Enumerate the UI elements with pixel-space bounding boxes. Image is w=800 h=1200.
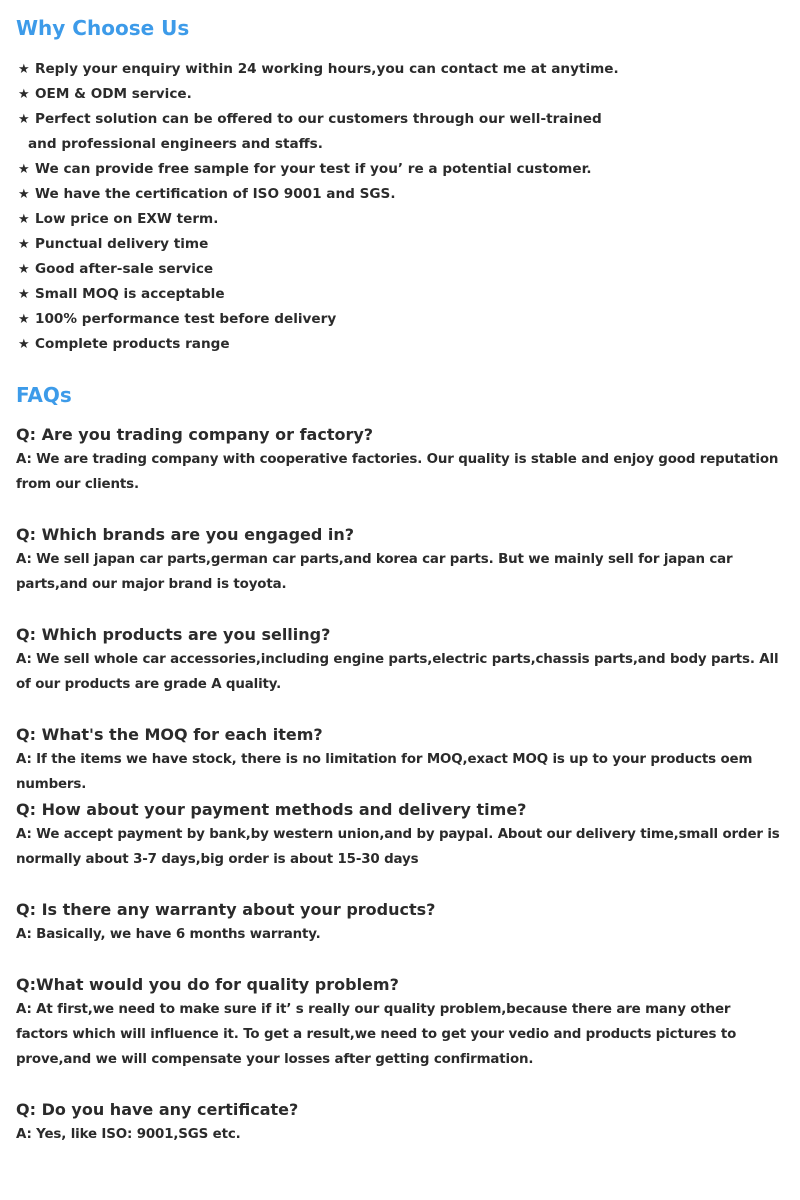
list-item-text: Good after-sale service	[35, 261, 214, 277]
faq-question: Q: Which brands are you engaged in?	[16, 525, 355, 544]
list-item	[18, 82, 788, 107]
list-item-continuation	[18, 132, 788, 157]
list-item-text: We have the certification of ISO 9001 and SGS.	[35, 186, 396, 202]
list-item-text: Punctual delivery time	[35, 236, 209, 252]
list-item	[18, 182, 788, 207]
star-icon: ★	[18, 187, 30, 202]
star-icon: ★	[18, 87, 30, 102]
list-item	[18, 207, 788, 232]
faq-question: Q: What's the MOQ for each item?	[16, 725, 323, 744]
star-icon: ★	[18, 337, 30, 352]
list-item	[18, 257, 788, 282]
list-item-text: Perfect solution can be offered to our customers through our well-trained	[35, 111, 602, 127]
list-item-text: Reply your enquiry within 24 working hours,you can contact me at anytime.	[35, 61, 619, 77]
faq-answer: A: Yes, like ISO: 9001,SGS etc.	[16, 1127, 241, 1142]
faq-item	[16, 623, 786, 697]
faq-answer: A: At first,we need to make sure if it’ s really our quality problem,because there are many other factors which will influence it. To get a result,we need to get your vedio and products pictures to prove,and we will compensate your losses after getting confirmation.	[16, 1002, 737, 1067]
list-item-text: OEM & ODM service.	[35, 86, 192, 102]
list-item-text: Complete products range	[35, 336, 230, 352]
list-item	[18, 232, 788, 257]
star-icon: ★	[18, 237, 30, 252]
list-item-text: 100% performance test before delivery	[35, 311, 337, 327]
list-item-text: We can provide free sample for your test if you’ re a potential customer.	[35, 161, 592, 177]
star-icon: ★	[18, 312, 30, 327]
faq-item	[16, 423, 786, 497]
faq-answer: A: We accept payment by bank,by western union,and by paypal. About our delivery time,small order is normally about 3-7 days,big order is about 15-30 days	[16, 827, 780, 867]
star-icon: ★	[18, 162, 30, 177]
faq-question: Q:What would you do for quality problem?	[16, 975, 399, 994]
faq-item	[16, 1098, 786, 1147]
faq-question: Q: Are you trading company or factory?	[16, 425, 374, 444]
list-item-text: and professional engineers and staffs.	[28, 136, 323, 152]
list-item	[18, 107, 788, 132]
faq-item	[16, 798, 786, 872]
faq-answer: A: Basically, we have 6 months warranty.	[16, 927, 321, 942]
faq-answer: A: If the items we have stock, there is no limitation for MOQ,exact MOQ is up to your products oem numbers.	[16, 752, 753, 792]
star-icon: ★	[18, 62, 30, 77]
faq-answer: A: We sell japan car parts,german car parts,and korea car parts. But we mainly sell for japan car parts,and our major brand is toyota.	[16, 552, 733, 592]
why-choose-us-heading: Why Choose Us	[16, 16, 190, 40]
star-icon: ★	[18, 287, 30, 302]
list-item	[18, 57, 788, 82]
list-item-text: Small MOQ is acceptable	[35, 286, 225, 302]
star-icon: ★	[18, 262, 30, 277]
faqs-heading: FAQs	[16, 383, 72, 407]
list-item	[18, 332, 788, 357]
faq-answer: A: We sell whole car accessories,including engine parts,electric parts,chassis parts,and body parts. All of our products are grade A quality.	[16, 652, 779, 692]
faq-item	[16, 973, 786, 1072]
list-item-text: Low price on EXW term.	[35, 211, 219, 227]
star-icon: ★	[18, 212, 30, 227]
faq-question: Q: How about your payment methods and delivery time?	[16, 800, 527, 819]
star-icon: ★	[18, 112, 30, 127]
faq-item	[16, 523, 786, 597]
why-choose-us-list	[18, 57, 788, 357]
faq-question: Q: Which products are you selling?	[16, 625, 331, 644]
faq-answer: A: We are trading company with cooperative factories. Our quality is stable and enjoy good reputation from our clients.	[16, 452, 779, 492]
faq-item	[16, 723, 786, 797]
faq-question: Q: Do you have any certificate?	[16, 1100, 299, 1119]
list-item	[18, 282, 788, 307]
faq-item	[16, 898, 786, 947]
list-item	[18, 157, 788, 182]
faq-question: Q: Is there any warranty about your products?	[16, 900, 436, 919]
list-item	[18, 307, 788, 332]
